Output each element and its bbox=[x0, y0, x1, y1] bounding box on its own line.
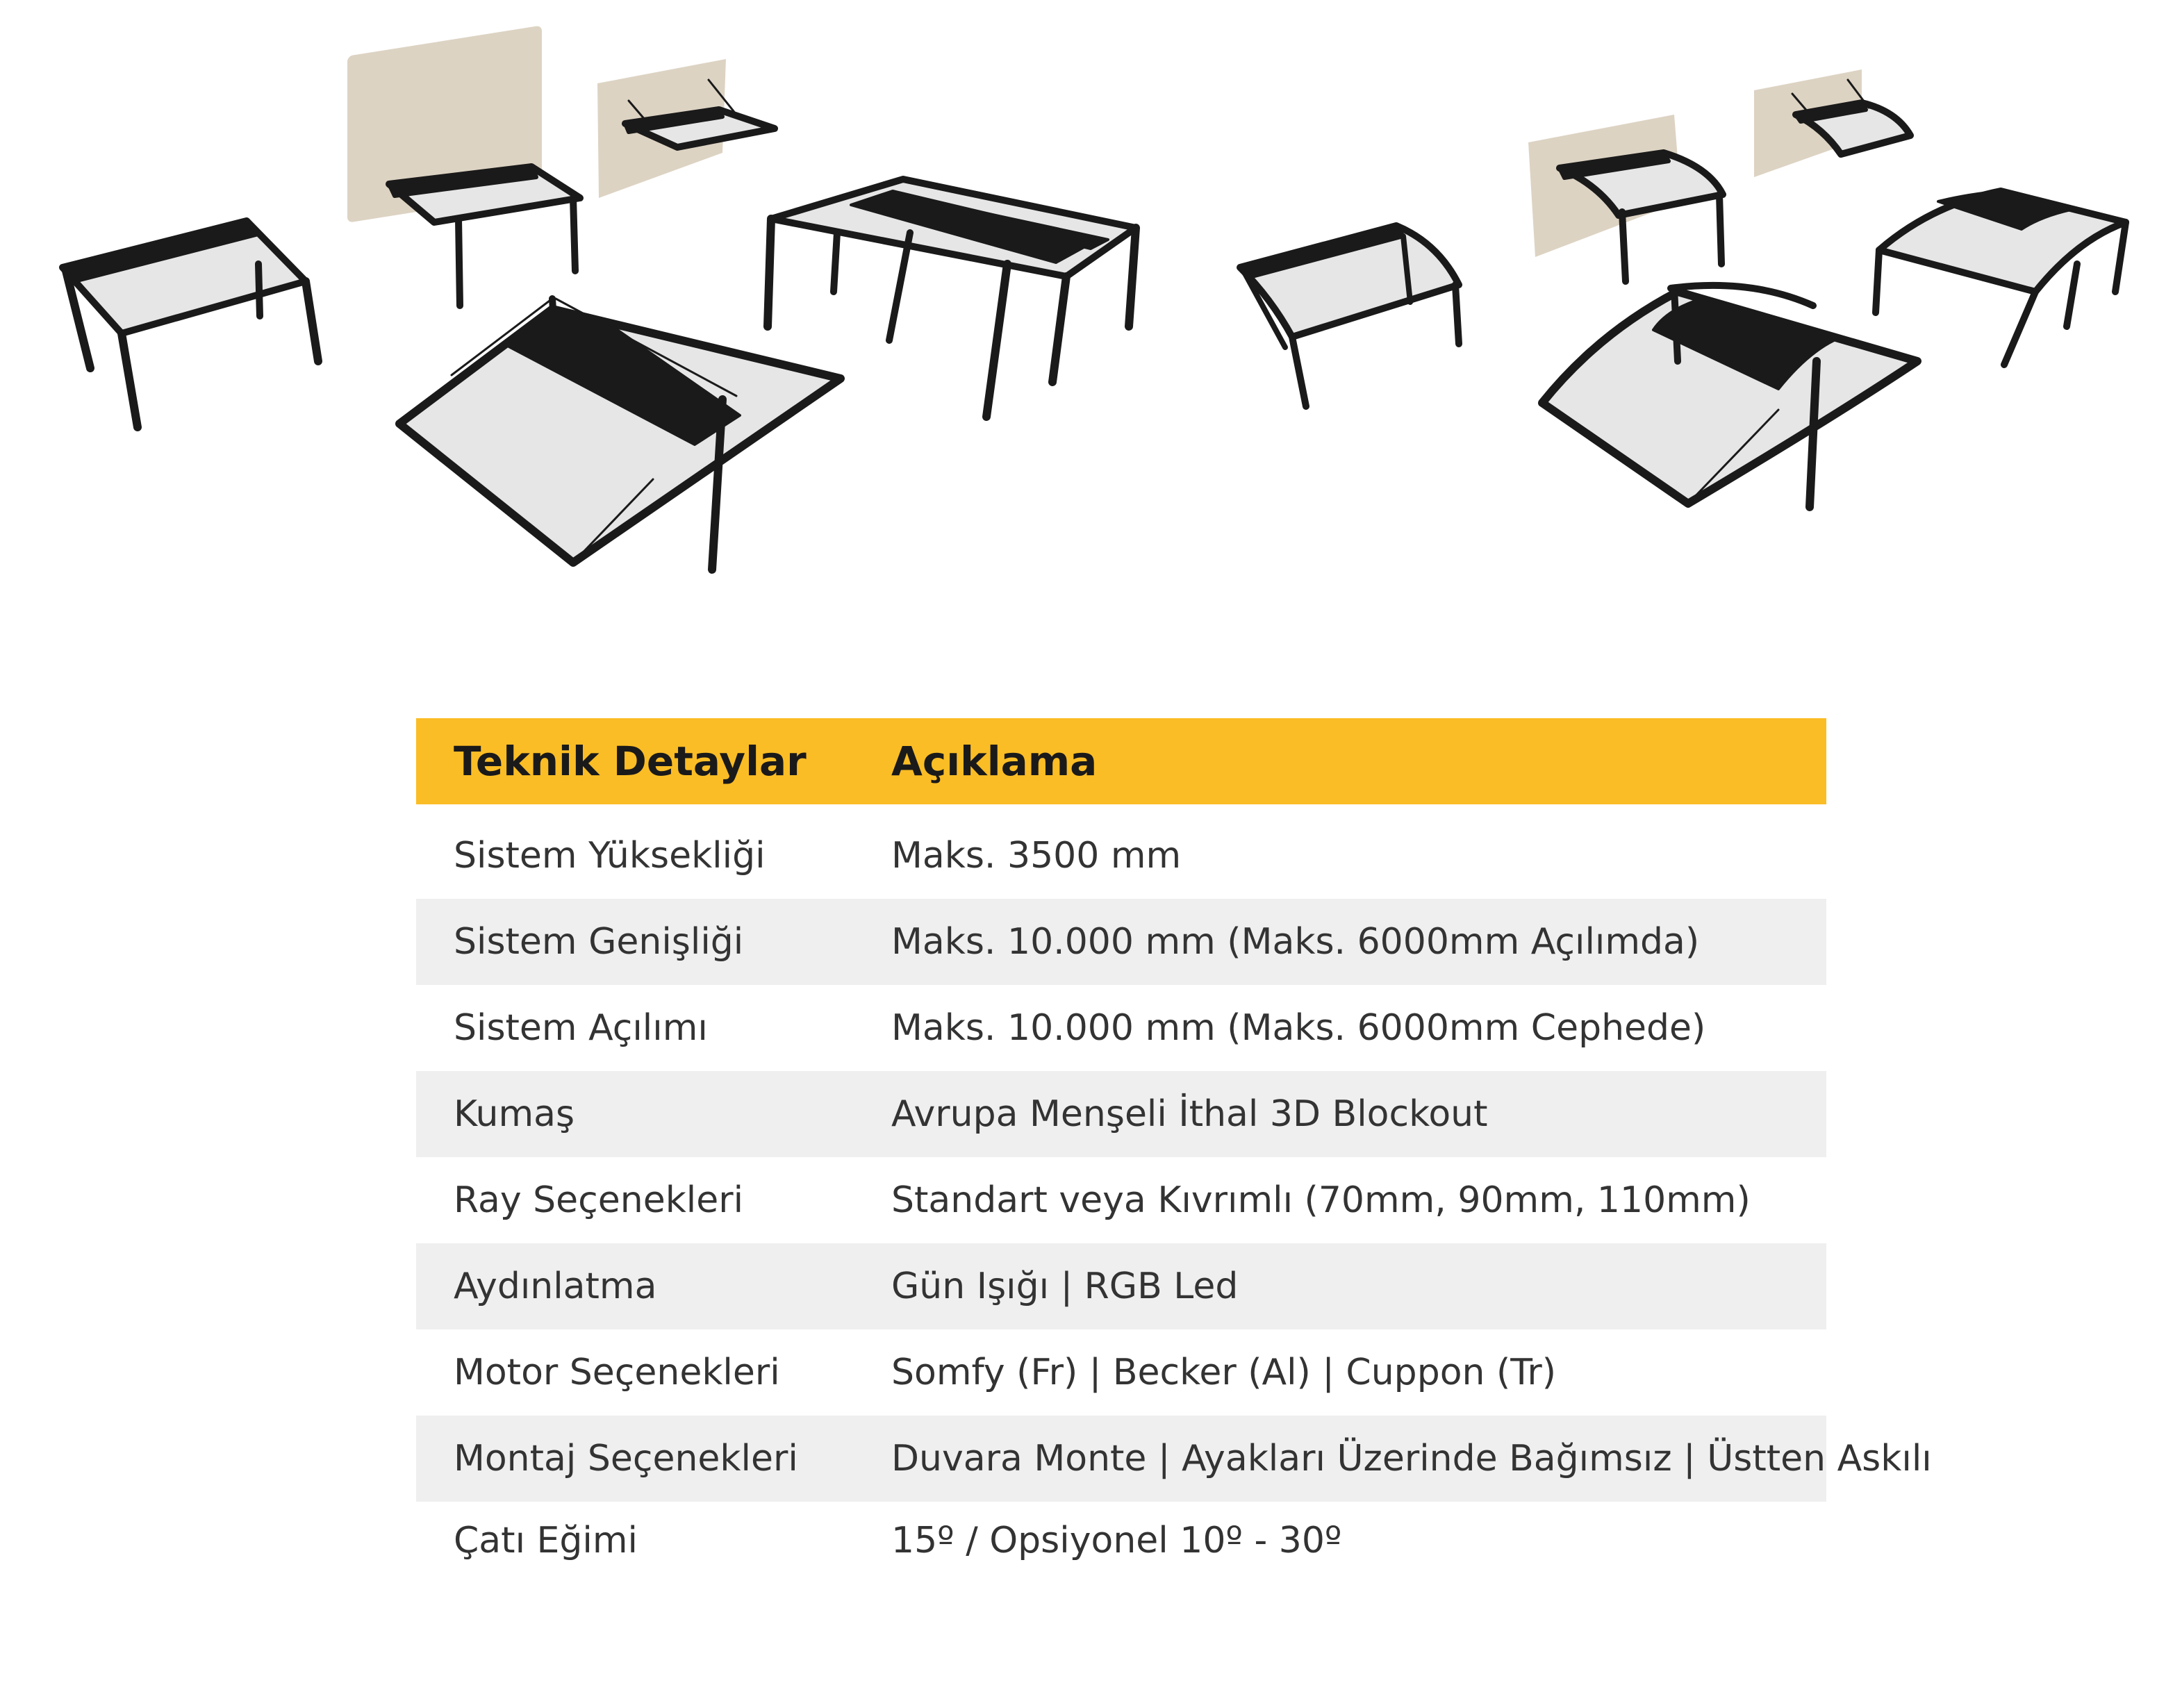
row-label: Motor Seçenekleri bbox=[454, 1352, 780, 1393]
pergola-freestanding-curved bbox=[1240, 226, 1459, 406]
table-row bbox=[416, 1416, 1932, 1502]
row-value: Avrupa Menşeli İthal 3D Blockout bbox=[891, 1093, 1488, 1135]
table-row bbox=[416, 1502, 1826, 1580]
row-value: Duvara Monte | Ayakları Üzerinde Bağımsız | Üstten Askılı bbox=[891, 1438, 1932, 1479]
pergola-double-curved bbox=[1876, 191, 2126, 365]
row-value: Somfy (Fr) | Becker (Al) | Cuppon (Tr) bbox=[891, 1352, 1557, 1393]
pergola-wall-mounted-curved bbox=[1528, 115, 1723, 281]
row-label: Sistem Yüksekliği bbox=[454, 835, 766, 877]
row-label: Ray Seçenekleri bbox=[454, 1179, 744, 1221]
pergola-freestanding-straight bbox=[63, 221, 318, 427]
table-row bbox=[416, 1243, 1826, 1329]
header-technical-details: Teknik Detaylar bbox=[454, 738, 807, 785]
row-label: Sistem Genişliği bbox=[454, 921, 744, 963]
table-row bbox=[416, 899, 1826, 985]
row-label: Sistem Açılımı bbox=[454, 1007, 708, 1049]
pergola-wall-mounted-legs bbox=[347, 25, 580, 306]
table-row bbox=[416, 985, 1826, 1071]
row-label: Aydınlatma bbox=[454, 1266, 657, 1307]
table-row bbox=[416, 813, 1826, 899]
row-label: Montaj Seçenekleri bbox=[454, 1438, 798, 1479]
row-value: Gün Işığı | RGB Led bbox=[891, 1266, 1239, 1307]
pergola-hanging-curved bbox=[1754, 69, 1910, 177]
table-row bbox=[416, 1157, 1826, 1243]
pergola-cantilever-curved bbox=[1542, 285, 1917, 507]
row-label: Kumaş bbox=[454, 1093, 575, 1135]
table-row bbox=[416, 1329, 1826, 1416]
technical-details-table bbox=[416, 718, 1932, 1580]
pergola-cantilever bbox=[399, 299, 841, 570]
row-value: Maks. 10.000 mm (Maks. 6000mm Açılımda) bbox=[891, 921, 1700, 963]
table-header bbox=[416, 718, 1826, 804]
row-label: Çatı Eğimi bbox=[454, 1520, 638, 1561]
pergola-wall-mounted-hanging bbox=[597, 59, 775, 198]
row-value: Standart veya Kıvrımlı (70mm, 90mm, 110mm) bbox=[891, 1179, 1751, 1221]
pergola-illustrations bbox=[0, 0, 2182, 667]
row-value: Maks. 3500 mm bbox=[891, 835, 1182, 877]
row-value: 15º / Opsiyonel 10º - 30º bbox=[891, 1520, 1342, 1561]
row-value: Maks. 10.000 mm (Maks. 6000mm Cephede) bbox=[891, 1007, 1706, 1049]
header-description: Açıklama bbox=[891, 738, 1098, 785]
table-row bbox=[416, 1071, 1826, 1157]
